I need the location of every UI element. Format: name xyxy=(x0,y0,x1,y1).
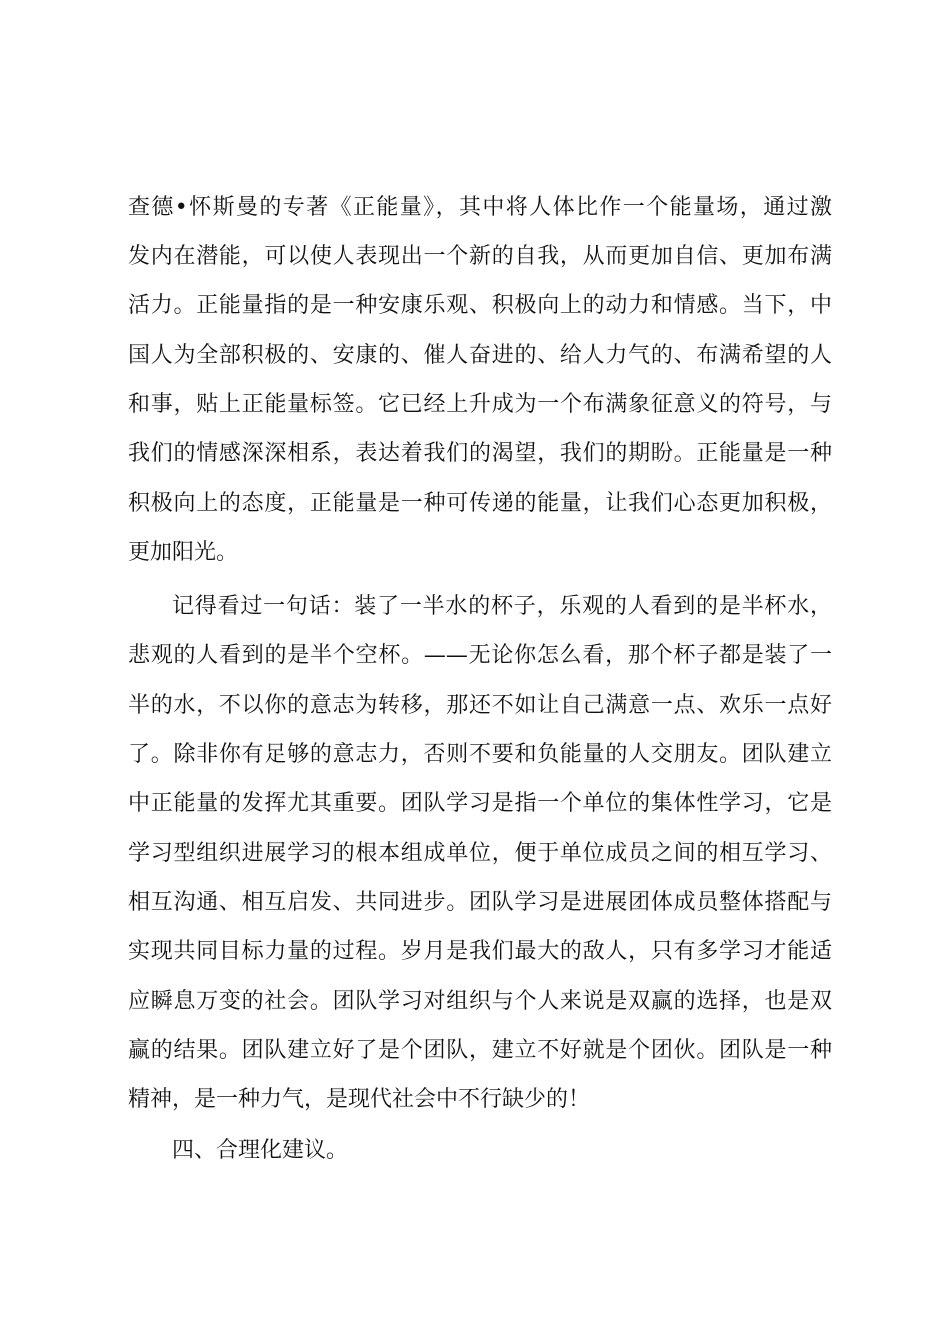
paragraph-2-line-2: 悲观的人看到的是半个空杯。——无论你怎么看，那个杯子都是装了一 xyxy=(128,643,832,668)
paragraph-2-line-6: 学习型组织进展学习的根本组成单位，便于单位成员之间的相互学习、 xyxy=(128,841,832,866)
section-heading: 四、合理化建议。 xyxy=(172,1138,349,1163)
paragraph-1-line-1: 查德•怀斯曼的专著《正能量》，其中将人体比作一个能量场，通过激 xyxy=(128,195,832,220)
paragraph-2-line-1: 记得看过一句话：装了一半水的杯子，乐观的人看到的是半杯水， xyxy=(172,594,832,619)
paragraph-2-line-9: 应瞬息万变的社会。团队学习对组织与个人来说是双赢的选择，也是双 xyxy=(128,989,832,1014)
paragraph-1-line-4: 国人为全部积极的、安康的、催人奋进的、给人力气的、布满希望的人 xyxy=(128,343,832,368)
paragraph-2-line-5: 中正能量的发挥尤其重要。团队学习是指一个单位的集体性学习，它是 xyxy=(128,791,832,816)
paragraph-2-line-3: 半的水，不以你的意志为转移，那还不如让自己满意一点、欢乐一点好 xyxy=(128,693,832,718)
paragraph-1-line-6: 我们的情感深深相系，表达着我们的渴望，我们的期盼。正能量是一种 xyxy=(128,441,832,466)
paragraph-1-line-7: 积极向上的态度，正能量是一种可传递的能量，让我们心态更加积极， xyxy=(128,491,832,516)
paragraph-2-line-10: 赢的结果。团队建立好了是个团队，建立不好就是个团伙。团队是一种 xyxy=(128,1038,832,1063)
paragraph-1-line-3: 活力。正能量指的是一种安康乐观、积极向上的动力和情感。当下，中 xyxy=(128,293,832,318)
paragraph-2-line-4: 了。除非你有足够的意志力，否则不要和负能量的人交朋友。团队建立 xyxy=(128,742,832,767)
paragraph-1-line-8: 更加阳光。 xyxy=(128,540,239,565)
paragraph-2-line-8: 实现共同目标力量的过程。岁月是我们最大的敌人，只有多学习才能适 xyxy=(128,939,832,964)
paragraph-2-line-11: 精神，是一种力气，是现代社会中不行缺少的！ xyxy=(128,1087,591,1112)
paragraph-1-line-5: 和事，贴上正能量标签。它已经上升成为一个布满象征意义的符号，与 xyxy=(128,392,832,417)
paragraph-1-line-2: 发内在潜能，可以使人表现出一个新的自我，从而更加自信、更加布满 xyxy=(128,244,832,269)
paragraph-2-line-7: 相互沟通、相互启发、共同进步。团队学习是进展团体成员整体搭配与 xyxy=(128,890,832,915)
